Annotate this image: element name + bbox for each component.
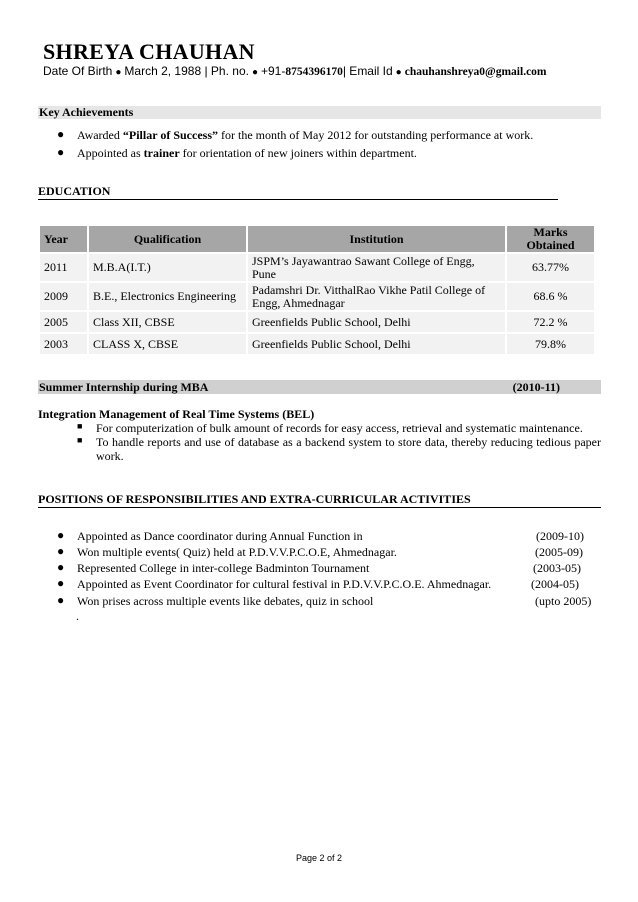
phone-label: | Ph. no. [204,64,249,78]
item-text: Won prises across multiple events like debates, quiz in school [77,594,374,608]
table-row [40,312,594,332]
key-achievements-title: Key Achievements [39,105,134,119]
item-text: Awarded [77,128,123,142]
cell-year: 2009 [40,283,87,310]
education-title-text: EDUCATION [38,184,111,198]
table-row [40,254,594,281]
cell-year: 2005 [40,312,87,332]
item-text: Won multiple events( Quiz) held at P.D.V.V.P.C.O.E, Ahmednagar. [77,545,397,559]
cell-qualification: B.E., Electronics Engineering [89,283,246,310]
bullet-icon: ● [57,544,65,558]
cell-marks: 68.6 % [507,283,594,310]
education-table [38,224,596,356]
item-year: (2005-09) [535,545,583,559]
positions-title-text: POSITIONS OF RESPONSIBILITIES AND EXTRA-CURRICULAR ACTIVITIES [38,492,471,506]
key-achievements-bar [38,106,601,119]
header-institution: Institution [248,226,505,252]
cell-qualification: Class XII, CBSE [89,312,246,332]
bullet-icon: ● [57,576,65,590]
bullet-icon: ● [57,528,65,542]
item-year: (2004-05) [531,577,579,591]
dob-value: March 2, 1988 [124,64,202,78]
table-header-row [40,226,594,252]
bullet-icon: ● [57,127,65,141]
item-highlight: trainer [143,146,180,160]
item-year: (upto 2005) [535,594,592,608]
internship-period: (2010-11) [512,380,560,394]
item-year: (2003-05) [533,561,581,575]
bullet-icon: ● [251,67,258,78]
item-text: Appointed as [77,146,144,160]
cell-institution: Greenfields Public School, Delhi [248,312,505,332]
cell-qualification: M.B.A(I.T.) [89,254,246,281]
email-label: | Email Id [342,64,393,78]
square-bullet-icon: ■ [77,435,83,445]
item-highlight: “Pillar of Success” [122,128,218,142]
item-text: Represented College in inter-college Badminton Tournament [77,561,370,575]
internship-project: Integration Management of Real Time Systems (BEL) [38,407,315,421]
bullet-icon: ● [57,145,65,159]
item-text: Appointed as Event Coordinator for cultural festival in P.D.V.V.P.C.O.E. Ahmednagar. [77,577,492,591]
header-qualification: Qualification [89,226,246,252]
email-value: chauhanshreya0@gmail.com [404,66,547,78]
header-marks-text: Marks Obtained [526,225,575,252]
phone-number: 8754396170 [285,66,343,78]
cell-year: 2011 [40,254,87,281]
table-row [40,283,594,310]
cell-institution: JSPM’s Jayawantrao Sawant College of Engg, Pune [248,254,505,281]
candidate-name: SHREYA CHAUHAN [43,39,255,64]
square-bullet-icon: ■ [77,421,83,431]
education-title [38,184,558,200]
cell-qualification: CLASS X, CBSE [89,334,246,354]
bullet-icon: ● [115,67,122,78]
cell-institution: Greenfields Public School, Delhi [248,334,505,354]
internship-title: Summer Internship during MBA [39,380,209,394]
positions-title [38,492,601,508]
header-year: Year [40,226,87,252]
bullet-icon: ● [57,593,65,607]
page-number: Page 2 of 2 [295,853,343,863]
contact-line [43,64,547,78]
header-marks [507,226,594,252]
internship-bar [38,380,601,394]
item-text: To handle reports and use of database as a backend system to store data, thereby reducing tedious paper work. [96,435,601,463]
item-year: (2009-10) [536,529,584,543]
item-text: for the month of May 2012 for outstanding performance at work. [218,128,534,142]
cell-year: 2003 [40,334,87,354]
dob-label: Date Of Birth [43,64,113,78]
bullet-icon: ● [57,560,65,574]
cell-marks: 79.8% [507,334,594,354]
cell-institution: Padamshri Dr. VitthalRao Vikhe Patil College of Engg, Ahmednagar [248,283,505,310]
phone-prefix: +91- [261,64,286,78]
trailing-dot: . [76,609,79,623]
item-text: For computerization of bulk amount of records for easy access, retrieval and systematic maintenance. [96,421,583,435]
bullet-icon: ● [395,67,402,78]
table-row [40,334,594,354]
item-text: Appointed as Dance coordinator during Annual Function in [77,529,363,543]
cell-marks: 72.2 % [507,312,594,332]
item-text: for orientation of new joiners within department. [179,146,417,160]
cell-marks: 63.77% [507,254,594,281]
